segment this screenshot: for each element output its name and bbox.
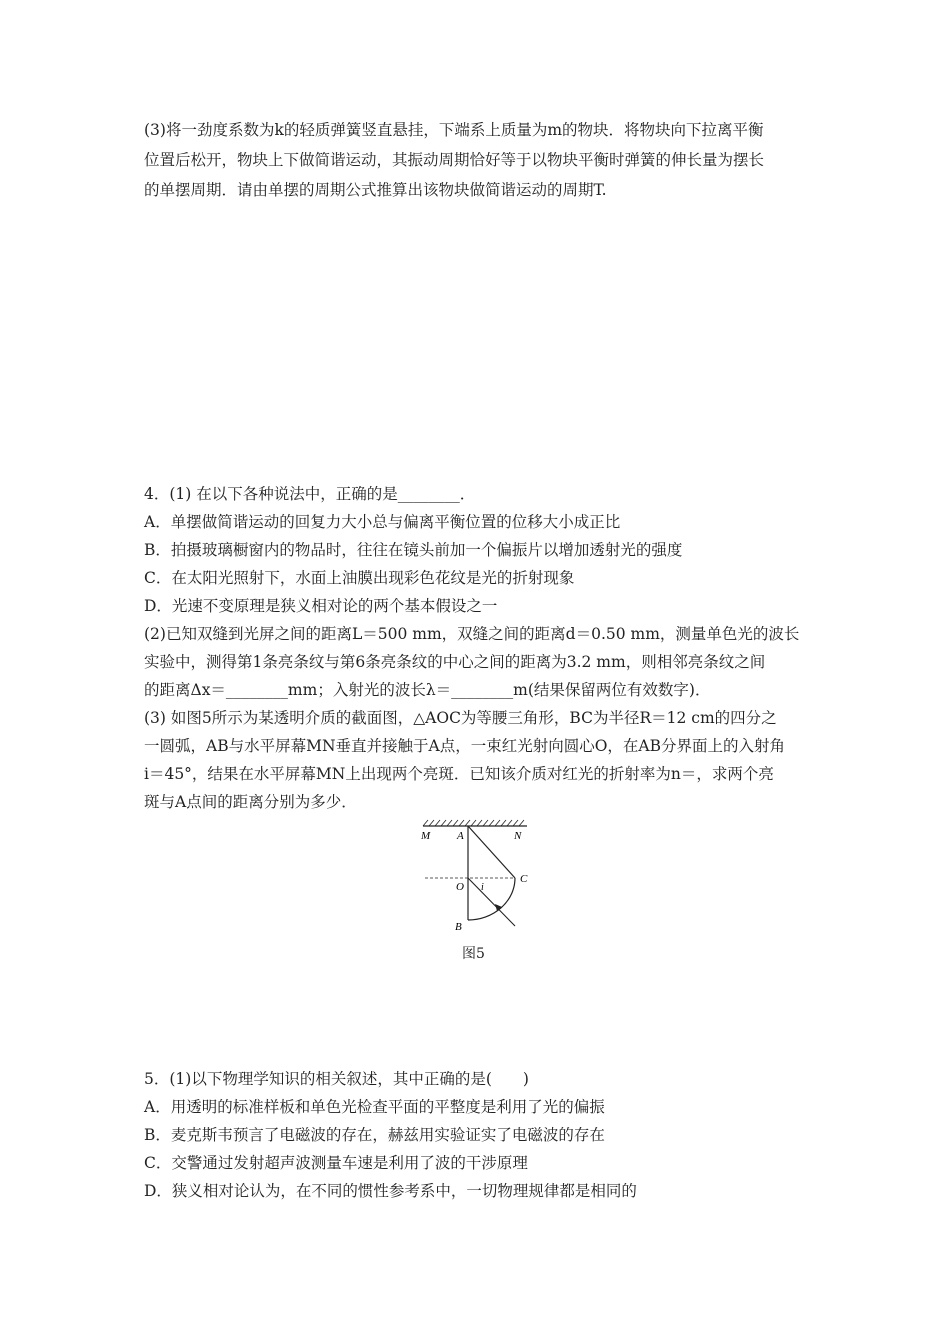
- incident-ray: [468, 878, 515, 926]
- screen-hatching: [423, 820, 524, 826]
- q3-line-1: (3)将一劲度系数为k的轻质弹簧竖直悬挂，下端系上质量为m的物块．将物块向下拉离平衡: [144, 121, 764, 139]
- q5-option-c: C．交警通过发射超声波测量车速是利用了波的干涉原理: [144, 1154, 528, 1172]
- figure-5-diagram: [415, 818, 535, 936]
- q5-line-1: 5．(1)以下物理学知识的相关叙述，其中正确的是( ): [144, 1070, 529, 1088]
- figure-caption: 图5: [462, 946, 485, 962]
- q3-line-3: 的单摆周期．请由单摆的周期公式推算出该物块做简谐运动的周期T.: [144, 181, 607, 199]
- q4-option-c: C．在太阳光照射下，水面上油膜出现彩色花纹是光的折射现象: [144, 569, 575, 587]
- q4-option-b: B．拍摄玻璃橱窗内的物品时，往往在镜头前加一个偏振片以增加透射光的强度: [144, 541, 683, 559]
- q5-option-b: B．麦克斯韦预言了电磁波的存在，赫兹用实验证实了电磁波的存在: [144, 1126, 605, 1144]
- label-o: O: [456, 881, 464, 893]
- label-m: M: [421, 830, 431, 842]
- q3-line-2: 位置后松开，物块上下做简谐运动，其振动周期恰好等于以物块平衡时弹簧的伸长量为摆长: [144, 151, 765, 169]
- q4-option-a: A．单摆做简谐运动的回复力大小总与偏离平衡位置的位移大小成正比: [144, 513, 621, 531]
- q4-part3-line-2: 一圆弧，AB与水平屏幕MN垂直并接触于A点，一束红光射向圆心O，在AB分界面上的入射角: [144, 737, 786, 755]
- label-b: B: [455, 921, 462, 933]
- q4-option-d: D．光速不变原理是狭义相对论的两个基本假设之一: [144, 597, 498, 615]
- q4-part2-line-2: 实验中，测得第1条亮条纹与第6条亮条纹的中心之间的距离为3.2 mm，则相邻亮条纹之间: [144, 653, 766, 671]
- label-a: A: [457, 830, 464, 842]
- label-i: i: [481, 882, 484, 893]
- q4-part3-line-4: 斑与A点间的距离分别为多少．: [144, 793, 357, 811]
- line-ac: [468, 826, 515, 878]
- q4-line-1: 4．(1) 在以下各种说法中，正确的是________．: [144, 485, 476, 503]
- q4-part2-line-3: 的距离Δx＝________mm；入射光的波长λ＝________m(结果保留两位有效数字)．: [144, 681, 711, 699]
- q4-part3-line-3: i＝45°，结果在水平屏幕MN上出现两个亮斑．已知该介质对红光的折射率为n＝，求两个亮: [144, 765, 774, 783]
- label-n: N: [514, 830, 522, 842]
- q4-part2-line-1: (2)已知双缝到光屏之间的距离L＝500 mm，双缝之间的距离d＝0.50 mm，测量单色光的波长: [144, 625, 800, 643]
- q5-option-a: A．用透明的标准样板和单色光检查平面的平整度是利用了光的偏振: [144, 1098, 605, 1116]
- q4-part3-line-1: (3) 如图5所示为某透明介质的截面图，△AOC为等腰三角形，BC为半径R＝12 cm的四分之: [144, 709, 777, 727]
- arc-bc: [468, 878, 515, 920]
- q5-option-d: D．狭义相对论认为，在不同的惯性参考系中，一切物理规律都是相同的: [144, 1182, 637, 1200]
- label-c: C: [520, 873, 528, 885]
